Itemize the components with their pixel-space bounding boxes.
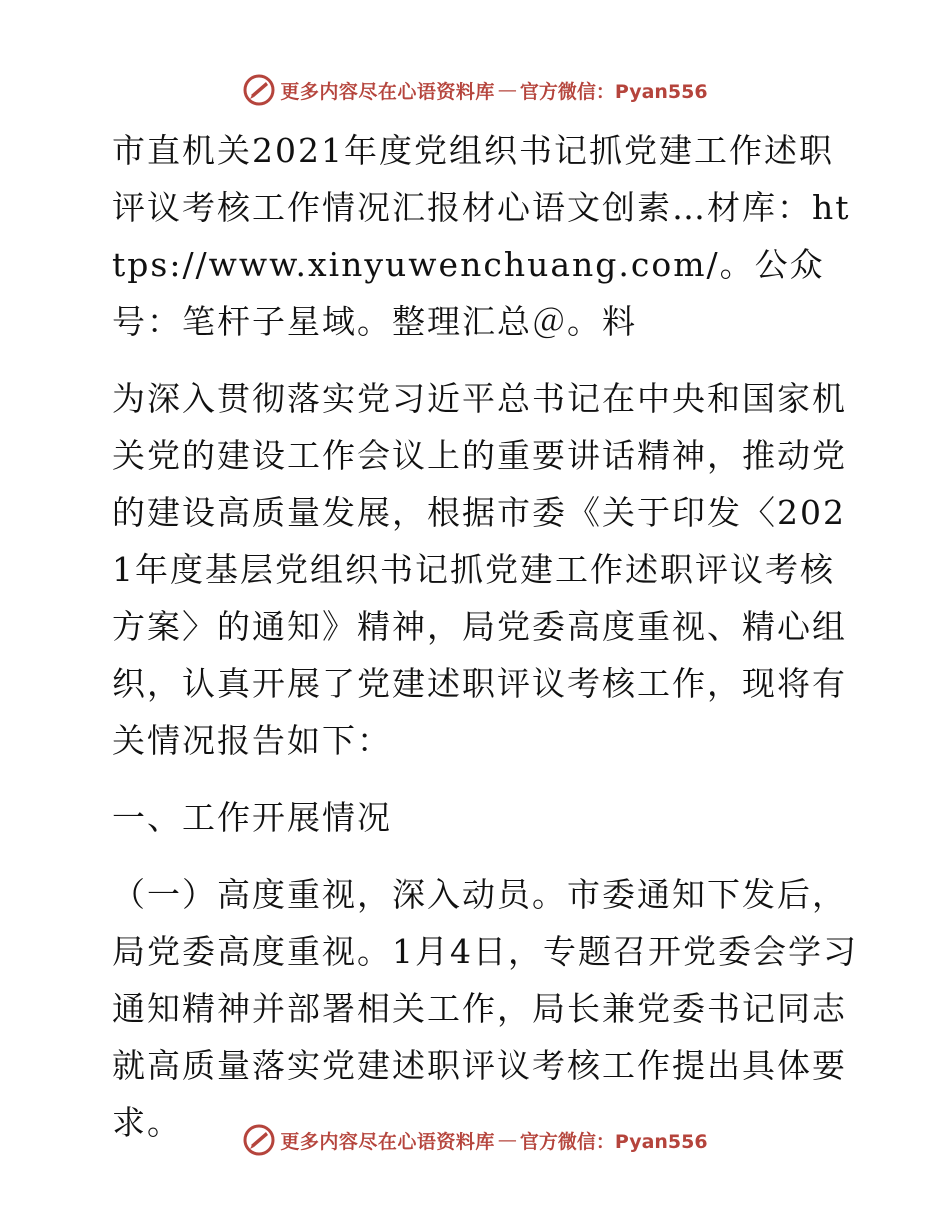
banner-dash: — (497, 79, 517, 101)
footer-banner (0, 1120, 950, 1160)
banner-slogan: 更多内容尽在心语资料库 (280, 80, 495, 103)
document-title: 市直机关2021年度党组织书记抓党建工作述职评议考核工作情况汇报材心语文创素…材库：https://www.xinyuwenchuang.com/。公众号：笔杆子星域。整理汇总＠。料 (112, 131, 851, 341)
banner-wechat-contact: 官方微信：Pyan556 (519, 1130, 708, 1153)
banner-slogan: 更多内容尽在心语资料库 (280, 1130, 495, 1153)
header-banner (0, 70, 950, 110)
banner-wechat-contact: 官方微信：Pyan556 (519, 80, 708, 103)
subsection-paragraph: （一）高度重视，深入动员。市委通知下发后，局党委高度重视。1月4日，专题召开党委会学习通知精神并部署相关工作，局长兼党委书记同志就高质量落实党建述职评议考核工作提出具体要求。 (112, 875, 858, 1142)
banner-dash: — (497, 1129, 517, 1151)
intro-paragraph: 为深入贯彻落实党习近平总书记在中央和国家机关党的建设工作会议上的重要讲话精神，推动党的建设高质量发展，根据市委《关于印发〈2021年度基层党组织书记抓党建工作述职评议考核方案〉的通知》精神，局党委高度重视、精心组织，认真开展了党建述职评议考核工作，现将有关情况报告如下： (112, 379, 847, 760)
section-heading: 一、工作开展情况 (112, 798, 392, 837)
document-body (98, 122, 858, 1151)
brand-logo-icon (242, 73, 276, 107)
brand-logo-icon (242, 1123, 276, 1157)
